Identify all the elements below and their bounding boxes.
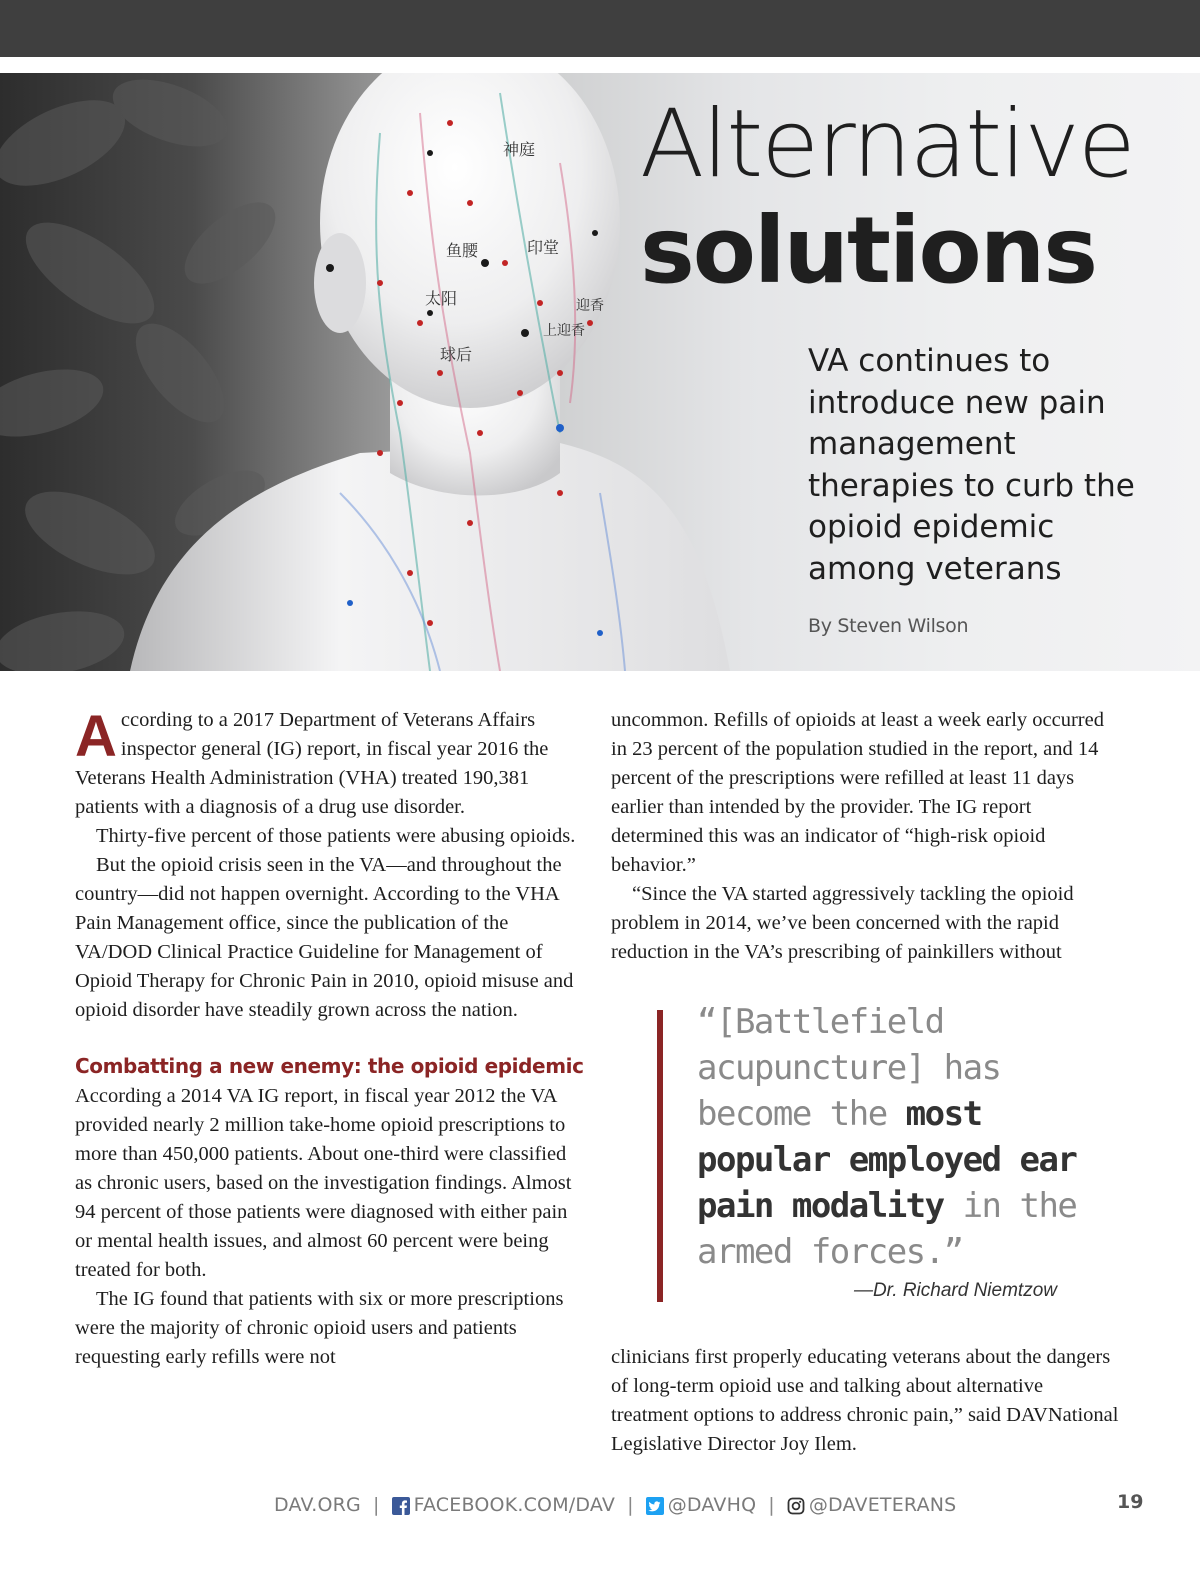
article-title-line2: solutions [640, 197, 1096, 304]
pull-quote-text: “[Battlefield acupuncture] has become the [697, 1002, 1001, 1134]
page-number: 19 [1117, 1491, 1144, 1513]
article-subtitle: VA continues to introduce new pain management therapies to curb the opioid epidemic among veterans [808, 343, 1135, 587]
pull-quote-bar [657, 1010, 663, 1302]
footer-instagram-text: @DAVETERANS [808, 1494, 957, 1516]
footer-site-link[interactable]: DAV.ORG [274, 1494, 361, 1516]
paragraph-text: ccording to a 2017 Department of Veterans Affairs inspector general (IG) report, in fiscal year 2016 the Veterans Health Administration (VHA) treated 190,381 patients with a diagnosis of a drug use disorder. [75, 709, 549, 818]
pull-quote-emphasis: most popular employed ear pain modality [697, 1094, 1077, 1226]
body-paragraph: According a 2014 VA IG report, in fiscal year 2012 the VA provided nearly 2 million take-home opioid prescriptions to more than 450,000 patients. About one-third were classified as chronic users, based on the investigation findings. Almost 94 percent of those patients were diagnosed with either pain or mental health issues, and almost 60 percent were being treated for both. [75, 1085, 572, 1281]
footer-separator: | [372, 1494, 380, 1516]
article-title-line1: Alternative [640, 90, 1134, 199]
footer-facebook-text: FACEBOOK.COM/DAV [413, 1494, 616, 1516]
footer-facebook-link[interactable] [392, 1494, 616, 1516]
body-column-right-top [611, 706, 1121, 967]
footer-instagram-link[interactable] [787, 1494, 957, 1516]
body-column-left [75, 706, 587, 1372]
twitter-icon [646, 1497, 664, 1515]
body-paragraph: clinicians first properly educating veterans about the dangers of long-term opioid use and talking about alternative treatment options to address chronic pain,” said DAVNational Legislative Director Joy Ilem. [611, 1346, 1119, 1455]
body-column-right-bottom [611, 1343, 1121, 1459]
pull-quote-text: in the armed forces.” [697, 1186, 1077, 1272]
facebook-icon [392, 1497, 410, 1515]
body-paragraph: uncommon. Refills of opioids at least a week early occurred in 23 percent of the population studied in the report, and 14 percent of the prescriptions were refilled at least 11 days earlier than intended by the provider. The IG report determined this was an indicator of “high-risk opioid behavior.” [611, 709, 1104, 876]
pull-quote [697, 999, 1077, 1275]
body-paragraph: But the opioid crisis seen in the VA—and throughout the country—did not happen overnight. According to the VHA Pain Management office, since the publication of the VA/DOD Clinical Practice Guideline for Management of Opioid Therapy for Chronic Pain in 2010, opioid misuse and opioid disorder have steadily grown across the nation. [75, 854, 574, 1021]
hero-label: 迎香 [576, 298, 604, 314]
section-heading: Combatting a new enemy: the opioid epidemic [75, 1054, 584, 1078]
footer-separator: | [768, 1494, 775, 1516]
footer-twitter-text: @DAVHQ [667, 1494, 757, 1516]
body-paragraph: The IG found that patients with six or more prescriptions were the majority of chronic opioid users and patients requesting early refills were not [75, 1288, 564, 1368]
body-paragraph: Thirty-five percent of those patients were abusing opioids. [96, 825, 576, 847]
article-byline: By Steven Wilson [808, 615, 969, 637]
hero-label: 上迎香 [543, 323, 585, 339]
hero-label: 鱼腰 [446, 241, 479, 260]
footer-twitter-link[interactable] [646, 1494, 757, 1516]
top-bar [0, 0, 1200, 57]
instagram-icon [787, 1497, 805, 1515]
page-footer [274, 1491, 956, 1519]
pull-quote-attribution: —Dr. Richard Niemtzow [853, 1280, 1057, 1301]
hero-label: 神庭 [503, 140, 536, 159]
hero-label: 印堂 [527, 238, 560, 257]
body-paragraph: “Since the VA started aggressively tackling the opioid problem in 2014, we’ve been concerned with the rapid reduction in the VA’s prescribing of painkillers without [611, 883, 1074, 963]
footer-separator: | [627, 1494, 634, 1516]
body-paragraph [75, 706, 587, 822]
hero-label: 球后 [440, 345, 473, 364]
hero-label: 太阳 [425, 289, 458, 308]
drop-cap: A [75, 704, 117, 769]
